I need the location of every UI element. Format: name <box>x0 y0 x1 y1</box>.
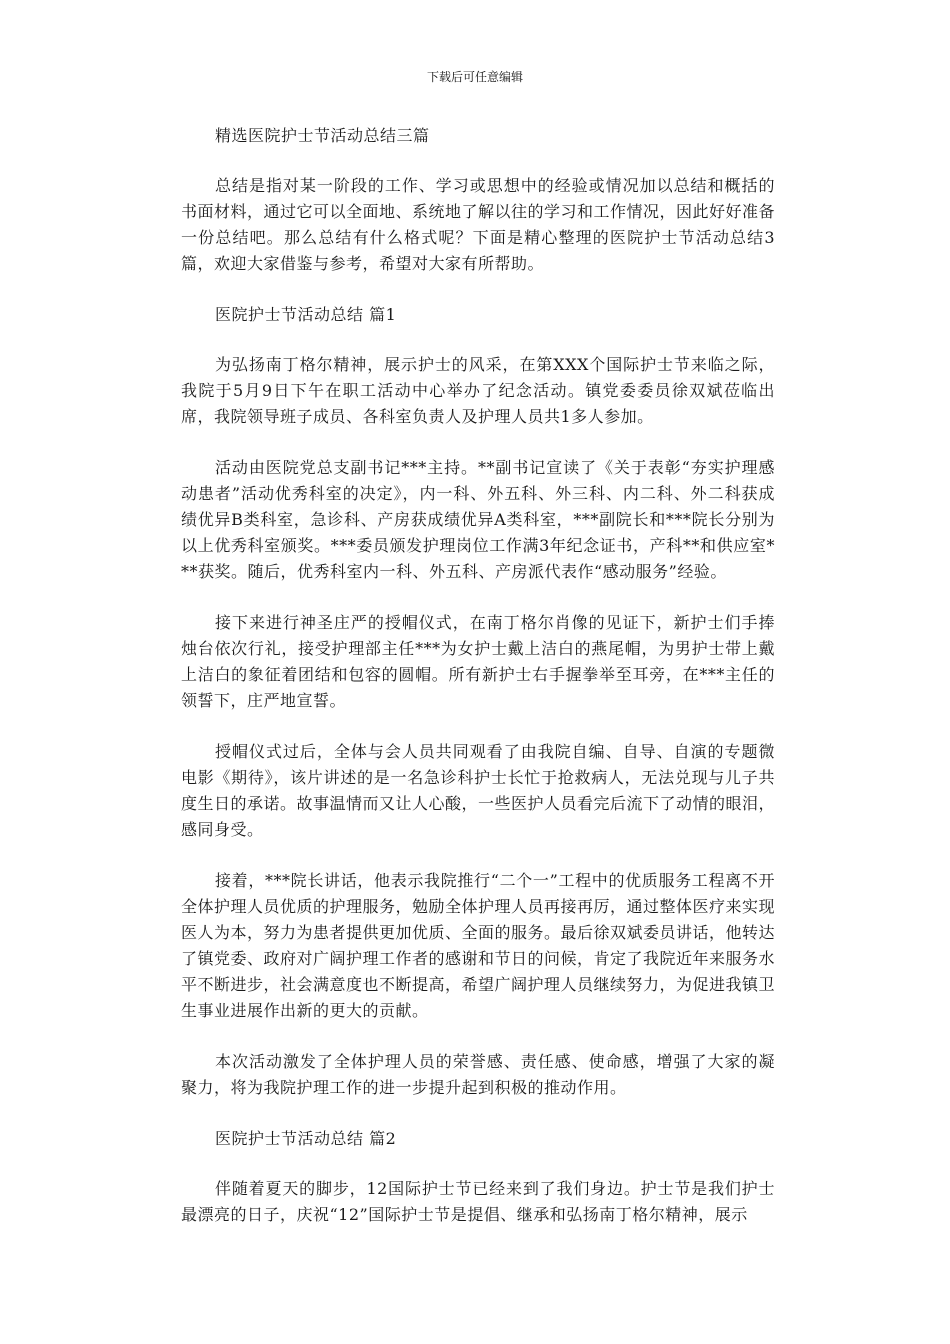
section-1-paragraph-5: 接着，***院长讲话，他表示我院推行“二个一”工程中的优质服务工程离不开全体护理人员优质的护理服务，勉励全体护理人员再接再厉，通过整体医疗来实现医人为本，努力为患者提供更加优质、全面的服务。最后徐双斌委员讲话，他转达了镇党委、政府对广阔护理工作者的感谢和节日的问候，肯定了我院近年来服务水平不断进步，社会满意度也不断提高，希望广阔护理人员继续努力，为促进我镇卫生事业进展作出新的更大的贡献。 <box>181 871 776 1020</box>
section-heading-1: 医院护士节活动总结 篇1 <box>215 305 397 324</box>
section-2-paragraph-1: 伴随着夏天的脚步，12国际护士节已经来到了我们身边。护士节是我们护士最漂亮的日子，庆祝“12”国际护士节是提倡、继承和弘扬南丁格尔精神，展示 <box>181 1179 775 1224</box>
section-1-paragraph-3: 接下来进行神圣庄严的授帽仪式，在南丁格尔肖像的见证下，新护士们手捧烛台依次行礼，接受护理部主任***为女护士戴上洁白的燕尾帽，为男护士带上戴上洁白的象征着团结和包容的圆帽。所有新护士右手握拳举至耳旁，在***主任的领誓下，庄严地宣誓。 <box>181 613 775 710</box>
section-heading-2: 医院护士节活动总结 篇2 <box>215 1129 397 1148</box>
section-1-paragraph-6: 本次活动激发了全体护理人员的荣誉感、责任感、使命感，增强了大家的凝聚力，将为我院护理工作的进一步提升起到积极的推动作用。 <box>181 1052 775 1097</box>
section-1-paragraph-4: 授帽仪式过后，全体与会人员共同观看了由我院自编、自导、自演的专题微电影《期待》，该片讲述的是一名急诊科护士长忙于抢救病人，无法兑现与儿子共度生日的承诺。故事温情而又让人心酸，一些医护人员看完后流下了动情的眼泪，感同身受。 <box>181 742 776 839</box>
section-1-paragraph-1: 为弘扬南丁格尔精神，展示护士的风采，在第XXX个国际护士节来临之际，我院于5月9日下午在职工活动中心举办了纪念活动。镇党委委员徐双斌莅临出席，我院领导班子成员、各科室负责人及护理人员共1多人参加。 <box>181 355 775 426</box>
header-note: 下载后可任意编辑 <box>426 70 523 84</box>
document-title: 精选医院护士节活动总结三篇 <box>215 126 430 145</box>
section-1-paragraph-2: 活动由医院党总支副书记***主持。**副书记宣读了《关于表彰“夯实护理感动患者”活动优秀科室的决定》，内一科、外五科、外三科、内二科、外二科获成绩优异B类科室，急诊科、产房获成绩优异A类科室，***副院长和***院长分别为以上优秀科室颁奖。***委员颁发护理岗位工作满3年纪念证书，产科**和供应室***获奖。随后，优秀科室内一科、外五科、产房派代表作“感动服务”经验。 <box>181 458 775 581</box>
intro-paragraph: 总结是指对某一阶段的工作、学习或思想中的经验或情况加以总结和概括的书面材料，通过它可以全面地、系统地了解以往的学习和工作情况，因此好好准备一份总结吧。那么总结有什么格式呢？下面是精心整理的医院护士节活动总结3篇，欢迎大家借鉴与参考，希望对大家有所帮助。 <box>181 176 776 273</box>
document-body <box>181 123 775 1253</box>
